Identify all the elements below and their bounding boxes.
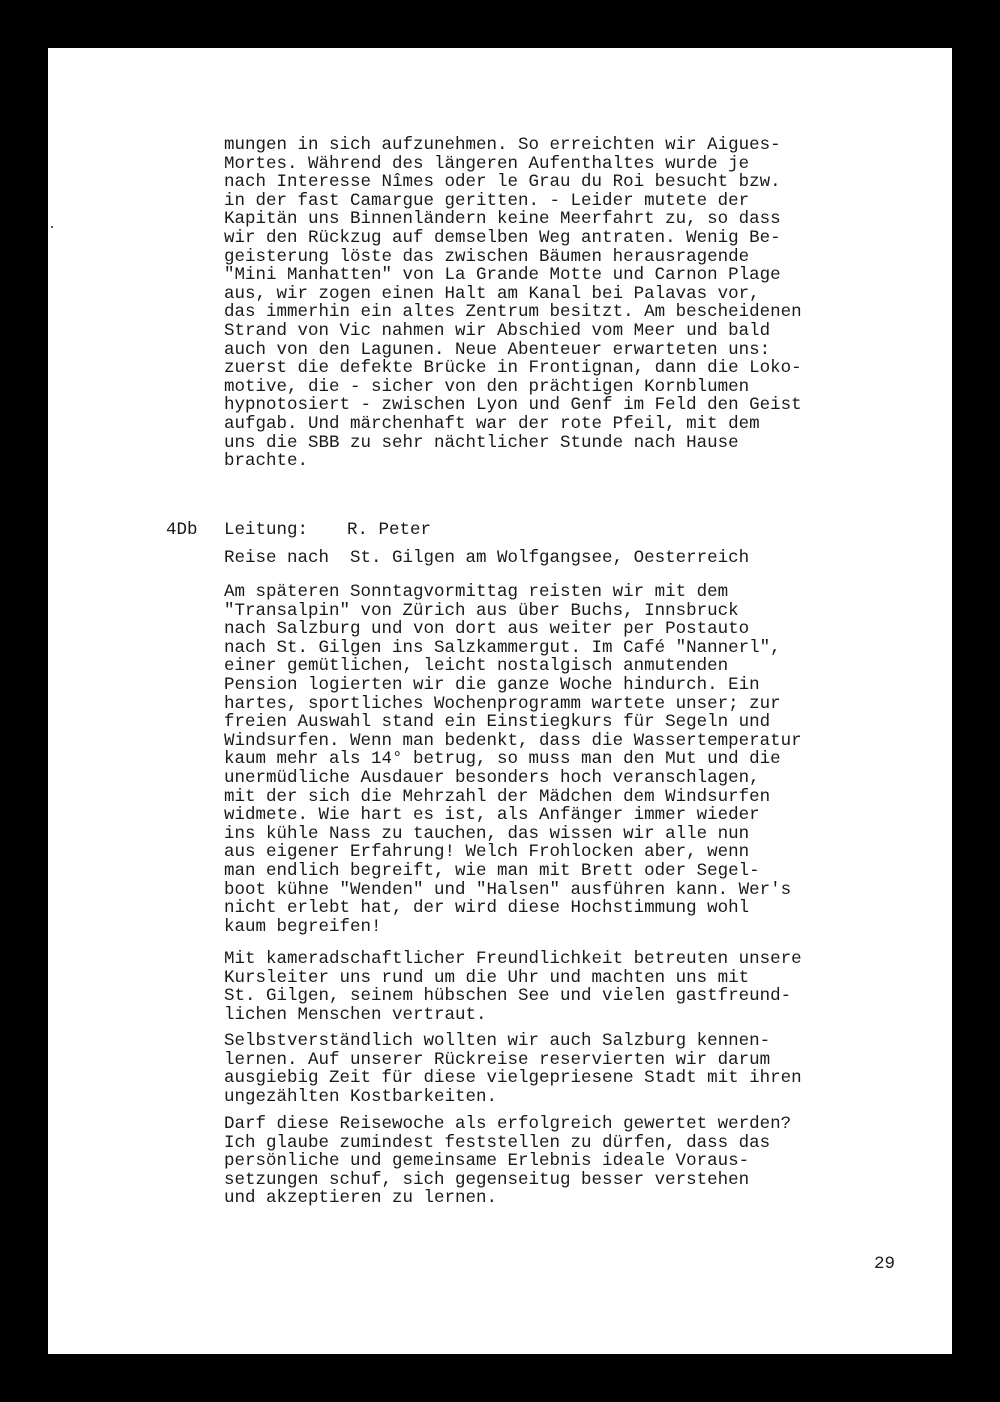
text-line: "Transalpin" von Zürich aus über Buchs, Innsbruck (224, 600, 739, 621)
document-page (48, 48, 952, 1354)
text-line: lichen Menschen vertraut. (224, 1004, 487, 1025)
text-line: freien Auswahl stand ein Einstiegkurs für Segeln und (224, 712, 771, 733)
text-line: nach Salzburg und von dort aus weiter per Postauto (224, 619, 750, 640)
text-line: Kursleiter uns rund um die Uhr und machten uns mit (224, 967, 750, 988)
text-line: Am späteren Sonntagvormittag reisten wir mit dem (224, 582, 729, 602)
text-line: nicht erlebt hat, der wird diese Hochstimmung wohl (224, 898, 750, 919)
leader-label: Leitung: (224, 520, 309, 540)
text-line: kaum mehr als 14° betrug, so muss man den Mut und die (224, 749, 781, 770)
text-line: hartes, sportliches Wochenprogramm wartete unser; zur (224, 693, 781, 714)
text-line: mit der sich die Mehrzahl der Mädchen dem Windsurfen (224, 786, 771, 807)
text-line: setzungen schuf, sich gegenseitug besser verstehen (224, 1169, 750, 1190)
text-line: kaum begreifen! (224, 916, 382, 937)
leader-name: R. Peter (347, 520, 432, 540)
page-number: 29 (874, 1254, 896, 1274)
text-line: hypnotosiert - zwischen Lyon und Genf im Feld den Geist (224, 395, 802, 416)
text-line: aus, wir zogen einen Halt am Kanal bei Palavas vor, (224, 283, 760, 304)
text-line: das immerhin ein altes Zentrum besitzt. Am bescheidenen (224, 302, 802, 323)
section-title: Reise nach St. Gilgen am Wolfgangsee, Oesterreich (224, 548, 750, 568)
text-line: ausgiebig Zeit für diese vielgepriesene Stadt mit ihren (224, 1068, 802, 1089)
text-line: persönliche und gemeinsame Erlebnis ideale Voraus- (224, 1151, 750, 1172)
text-line: auch von den Lagunen. Neue Abenteuer erwarteten uns: (224, 339, 771, 360)
text-line: Darf diese Reisewoche als erfolgreich gewertet werden? (224, 1114, 792, 1134)
scan-speck (51, 226, 53, 228)
text-line: Mit kameradschaftlicher Freundlichkeit betreuten unsere (224, 949, 802, 969)
section-code: 4Db (166, 520, 198, 540)
text-line: nach St. Gilgen ins Salzkammergut. Im Café "Nannerl", (224, 637, 781, 658)
text-line: wir den Rückzug auf demselben Weg antraten. Wenig Be- (224, 228, 781, 248)
text-line: Pension logierten wir die ganze Woche hindurch. Ein (224, 675, 760, 695)
text-line: mungen in sich aufzunehmen. So erreichten wir Aigues- (224, 135, 781, 155)
text-line: einer gemütlichen, leicht nostalgisch anmutenden (224, 656, 729, 677)
text-line: Selbstverständlich wollten wir auch Salzburg kennen- (224, 1031, 771, 1051)
text-line: unermüdliche Ausdauer besonders hoch veranschlagen, (224, 768, 760, 788)
text-line: man endlich begreift, wie man mit Brett oder Segel- (224, 861, 760, 881)
text-line: Windsurfen. Wenn man bedenkt, dass die Wassertemperatur (224, 730, 802, 751)
text-line: in der fast Camargue geritten. - Leider mutete der (224, 190, 750, 211)
text-line: aus eigener Erfahrung! Welch Frohlocken aber, wenn (224, 842, 750, 863)
text-line: Mortes. Während des längeren Aufenthaltes wurde je (224, 153, 750, 174)
text-line: und akzeptieren zu lernen. (224, 1188, 498, 1209)
text-line: brachte. (224, 451, 309, 472)
text-line: "Mini Manhatten" von La Grande Motte und Carnon Plage (224, 265, 781, 286)
text-line: boot kühne "Wenden" und "Halsen" ausführen kann. Wer's (224, 879, 792, 900)
text-line: Ich glaube zumindest feststellen zu dürfen, dass das (224, 1132, 771, 1153)
text-line: zuerst die defekte Brücke in Frontignan, dann die Loko- (224, 358, 802, 379)
text-line: widmete. Wie hart es ist, als Anfänger immer wieder (224, 805, 760, 826)
text-line: ungezählten Kostbarkeiten. (224, 1086, 498, 1107)
text-line: nach Interesse Nîmes oder le Grau du Roi besucht bzw. (224, 172, 781, 193)
text-line: ins kühle Nass zu tauchen, das wissen wir alle nun (224, 823, 750, 844)
text-line: geisterung löste das zwischen Bäumen herausragende (224, 246, 750, 267)
text-line: St. Gilgen, seinem hübschen See und vielen gastfreund- (224, 986, 792, 1007)
text-line: Kapitän uns Binnenländern keine Meerfahrt zu, so dass (224, 209, 781, 230)
text-line: aufgab. Und märchenhaft war der rote Pfeil, mit dem (224, 414, 760, 434)
text-line: Strand von Vic nahmen wir Abschied vom Meer und bald (224, 321, 771, 341)
text-line: lernen. Auf unserer Rückreise reservierten wir darum (224, 1049, 771, 1070)
text-line: motive, die - sicher von den prächtigen Kornblumen (224, 376, 750, 397)
text-line: uns die SBB zu sehr nächtlicher Stunde nach Hause (224, 432, 739, 453)
